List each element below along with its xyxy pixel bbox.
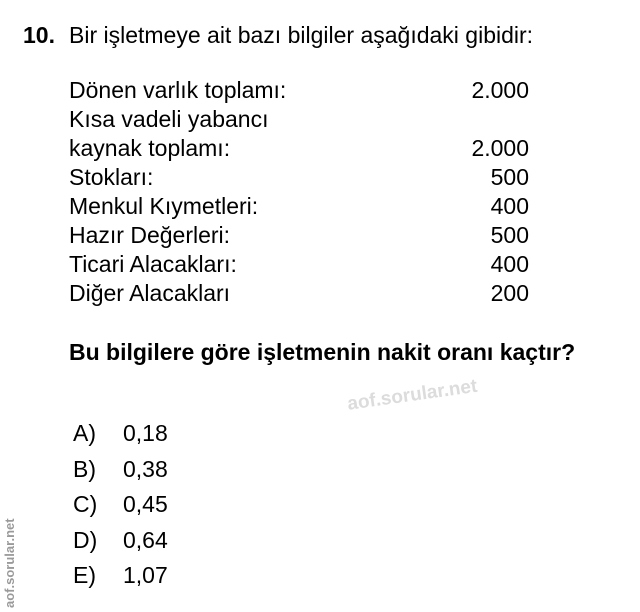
data-value: 500	[490, 164, 529, 190]
data-row	[69, 279, 529, 308]
option-letter: A)	[73, 420, 96, 446]
data-row	[69, 250, 529, 279]
data-row	[69, 221, 529, 250]
data-table	[69, 76, 529, 308]
option-letter: E)	[73, 562, 96, 588]
data-label: Dönen varlık toplamı:	[69, 77, 287, 103]
data-row	[69, 76, 529, 105]
question-prompt: Bu bilgilere göre işletmenin nakit oranı kaçtır?	[69, 339, 576, 365]
data-row	[69, 105, 529, 134]
data-label: Diğer Alacakları	[69, 280, 231, 306]
data-value: 400	[490, 251, 529, 277]
option-text: 0,38	[123, 455, 168, 482]
data-row	[69, 163, 529, 192]
option-letter: B)	[73, 455, 96, 482]
data-label: Stokları:	[69, 164, 154, 190]
data-label: kaynak toplamı:	[69, 135, 231, 161]
question-stem: Bir işletmeye ait bazı bilgiler aşağıdaki gibidir:	[69, 22, 534, 48]
data-value: 500	[490, 222, 529, 248]
option-text: 0,45	[123, 491, 168, 517]
data-row	[69, 192, 529, 221]
option-text: 1,07	[123, 562, 168, 588]
side-watermark: aof.sorular.net	[2, 518, 17, 608]
option-text: 0,64	[123, 526, 168, 553]
data-label: Ticari Alacakları:	[69, 251, 237, 277]
data-value: 200	[490, 280, 529, 306]
watermark: aof.sorular.net	[346, 375, 479, 415]
question-number: 10.	[23, 22, 55, 48]
data-label: Menkul Kıymetleri:	[69, 193, 259, 219]
option-text: 0,18	[123, 420, 168, 446]
data-label: Kısa vadeli yabancı	[69, 106, 269, 132]
option-letter: D)	[73, 526, 98, 553]
data-row	[69, 134, 529, 163]
data-value: 400	[490, 193, 529, 219]
data-label: Hazır Değerleri:	[69, 222, 231, 248]
option-letter: C)	[73, 491, 98, 517]
data-value: 2.000	[471, 77, 529, 103]
data-value: 2.000	[471, 135, 529, 161]
